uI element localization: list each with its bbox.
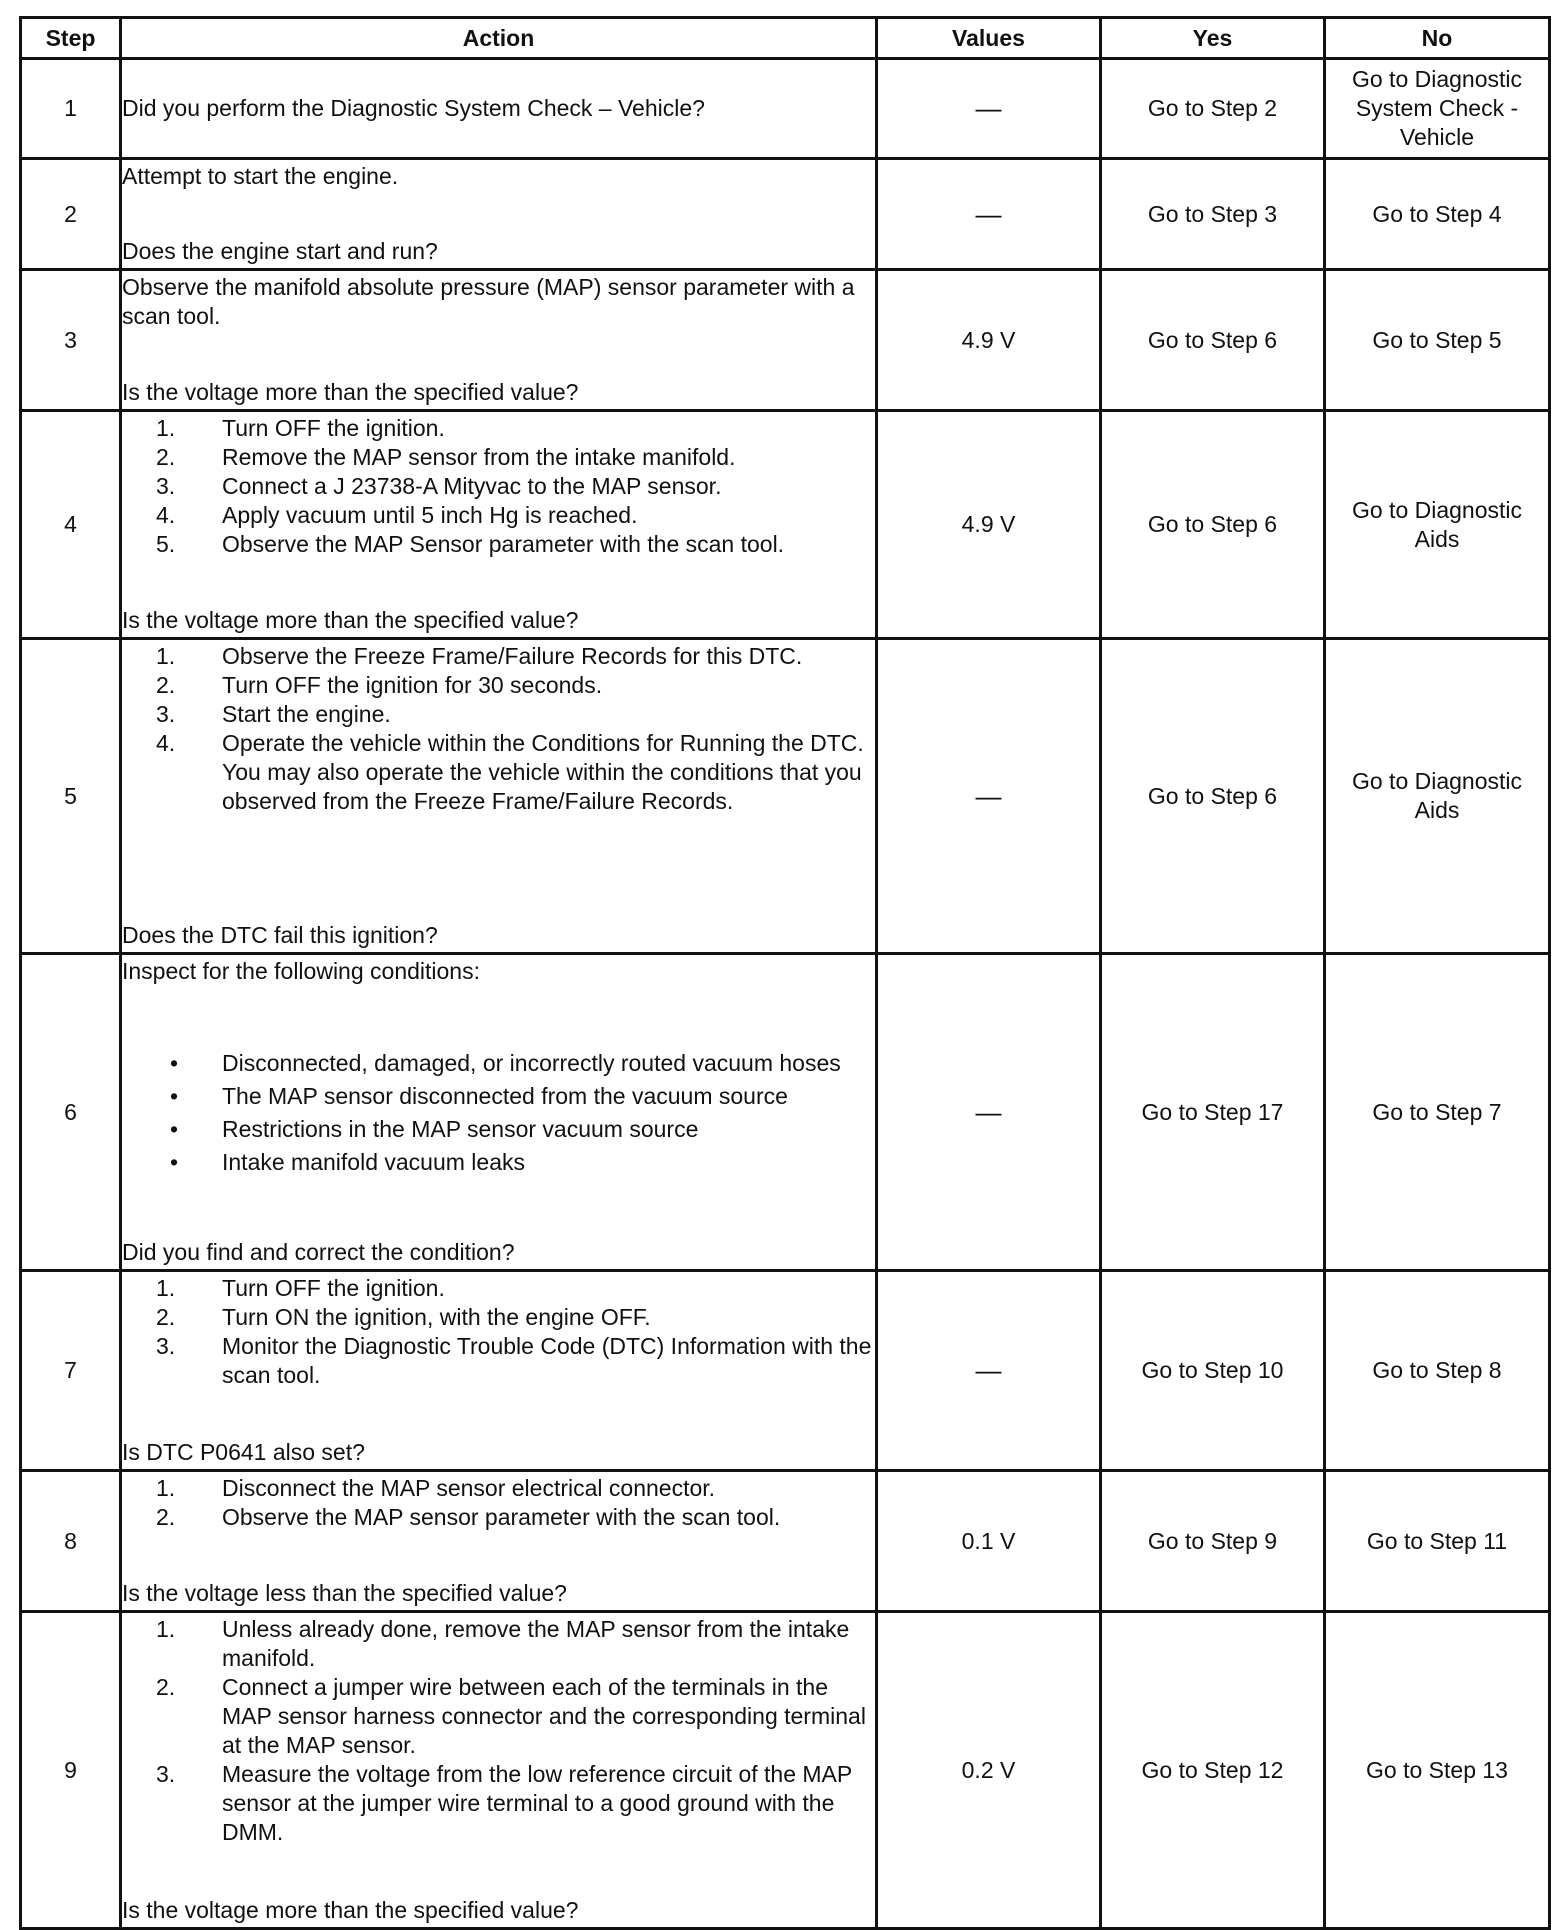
yes-cell: Go to Step 3 [1101,159,1325,270]
yes-cell: Go to Step 9 [1101,1471,1325,1612]
action-intro: Did you perform the Diagnostic System Check – Vehicle? [122,95,705,121]
procedure-list [122,1474,875,1532]
action-question: Did you find and correct the condition? [122,1239,515,1265]
procedure-step: 1. Unless already done, remove the MAP sensor from the intake manifold. [156,1616,850,1671]
yes-cell: Go to Step 6 [1101,639,1325,954]
action-question: Does the engine start and run? [122,238,438,264]
value-cell: — [877,639,1101,954]
action-question: Is the voltage more than the specified value? [122,1897,579,1923]
action-intro: Inspect for the following conditions: [122,958,480,984]
value-cell: — [877,59,1101,159]
condition-item: • Intake manifold vacuum leaks [170,1149,525,1175]
procedure-step: 1. Observe the Freeze Frame/Failure Records for this DTC. [156,643,803,669]
header-row [21,18,1550,59]
action-intro: Observe the manifold absolute pressure (MAP) sensor parameter with a scan tool. [122,274,855,329]
no-cell: Go to Step 5 [1325,270,1550,411]
yes-cell: Go to Step 17 [1101,954,1325,1271]
step-number: 2 [21,159,121,270]
procedure-step: 1. Turn OFF the ignition. [156,1275,445,1301]
action-cell [121,159,877,270]
action-cell [121,1612,877,1929]
table-row [21,159,1550,270]
no-cell: Go to Step 11 [1325,1471,1550,1612]
action-intro: Attempt to start the engine. [122,163,399,189]
action-cell [121,1471,877,1612]
procedure-step: 2. Turn OFF the ignition for 30 seconds. [156,672,603,698]
yes-cell: Go to Step 12 [1101,1612,1325,1929]
action-cell [121,639,877,954]
condition-item: • The MAP sensor disconnected from the vacuum source [170,1083,788,1109]
table-row [21,1612,1550,1929]
action-cell [121,411,877,639]
step-number: 3 [21,270,121,411]
procedure-step: 3. Monitor the Diagnostic Trouble Code (DTC) Information with the scan tool. [156,1333,872,1388]
procedure-step: 2. Connect a jumper wire between each of the terminals in the MAP sensor harness connector and the corresponding terminal at the MAP sensor. [156,1674,866,1758]
procedure-step: 1. Turn OFF the ignition. [156,415,445,441]
procedure-list [122,642,875,816]
action-question: Is the voltage more than the specified value? [122,607,579,633]
yes-cell: Go to Step 2 [1101,59,1325,159]
no-cell: Go to Step 13 [1325,1612,1550,1929]
no-cell: Go to Diagnostic Aids [1325,411,1550,639]
procedure-step: 4. Operate the vehicle within the Conditions for Running the DTC. You may also operate the vehicle within the conditions that you observed from the Freeze Frame/Failure Records. [156,730,864,814]
action-question: Does the DTC fail this ignition? [122,922,438,948]
yes-cell: Go to Step 10 [1101,1271,1325,1471]
procedure-step: 3. Connect a J 23738-A Mityvac to the MAP sensor. [156,473,722,499]
header-step: Step [21,18,121,59]
no-cell: Go to Step 4 [1325,159,1550,270]
action-question: Is the voltage more than the specified value? [122,379,579,405]
value-cell: — [877,954,1101,1271]
table-row [21,411,1550,639]
action-cell [121,954,877,1271]
step-number: 5 [21,639,121,954]
step-number: 4 [21,411,121,639]
value-cell: 4.9 V [877,411,1101,639]
procedure-step: 2. Remove the MAP sensor from the intake manifold. [156,444,736,470]
table-row [21,270,1550,411]
procedure-step: 1. Disconnect the MAP sensor electrical connector. [156,1475,716,1501]
value-cell: 0.1 V [877,1471,1101,1612]
diagnostic-table [19,16,1551,1930]
procedure-step: 3. Start the engine. [156,701,391,727]
condition-list [122,1049,875,1181]
procedure-step: 4. Apply vacuum until 5 inch Hg is reached. [156,502,638,528]
no-cell: Go to Diagnostic System Check - Vehicle [1325,59,1550,159]
header-action: Action [121,18,877,59]
value-cell: — [877,159,1101,270]
yes-cell: Go to Step 6 [1101,411,1325,639]
header-values: Values [877,18,1101,59]
action-cell [121,270,877,411]
procedure-list [122,1615,875,1847]
procedure-list [122,1274,875,1390]
procedure-list [122,414,875,559]
step-number: 6 [21,954,121,1271]
action-question: Is DTC P0641 also set? [122,1439,365,1465]
value-cell: 0.2 V [877,1612,1101,1929]
step-number: 1 [21,59,121,159]
table-row [21,59,1550,159]
step-number: 7 [21,1271,121,1471]
step-number: 9 [21,1612,121,1929]
procedure-step: 2. Turn ON the ignition, with the engine OFF. [156,1304,651,1330]
table-row [21,639,1550,954]
table-row [21,954,1550,1271]
procedure-step: 2. Observe the MAP sensor parameter with the scan tool. [156,1504,781,1530]
table-row [21,1471,1550,1612]
no-cell: Go to Step 7 [1325,954,1550,1271]
value-cell: — [877,1271,1101,1471]
header-no: No [1325,18,1550,59]
table-row [21,1271,1550,1471]
procedure-step: 5. Observe the MAP Sensor parameter with the scan tool. [156,531,785,557]
procedure-step: 3. Measure the voltage from the low reference circuit of the MAP sensor at the jumper wire terminal to a good ground with the DMM. [156,1761,852,1845]
condition-item: • Restrictions in the MAP sensor vacuum source [170,1116,699,1142]
action-cell [121,1271,877,1471]
action-question: Is the voltage less than the specified value? [122,1580,567,1606]
header-yes: Yes [1101,18,1325,59]
value-cell: 4.9 V [877,270,1101,411]
no-cell: Go to Diagnostic Aids [1325,639,1550,954]
step-number: 8 [21,1471,121,1612]
action-cell [121,59,877,159]
no-cell: Go to Step 8 [1325,1271,1550,1471]
condition-item: • Disconnected, damaged, or incorrectly routed vacuum hoses [170,1050,841,1076]
yes-cell: Go to Step 6 [1101,270,1325,411]
